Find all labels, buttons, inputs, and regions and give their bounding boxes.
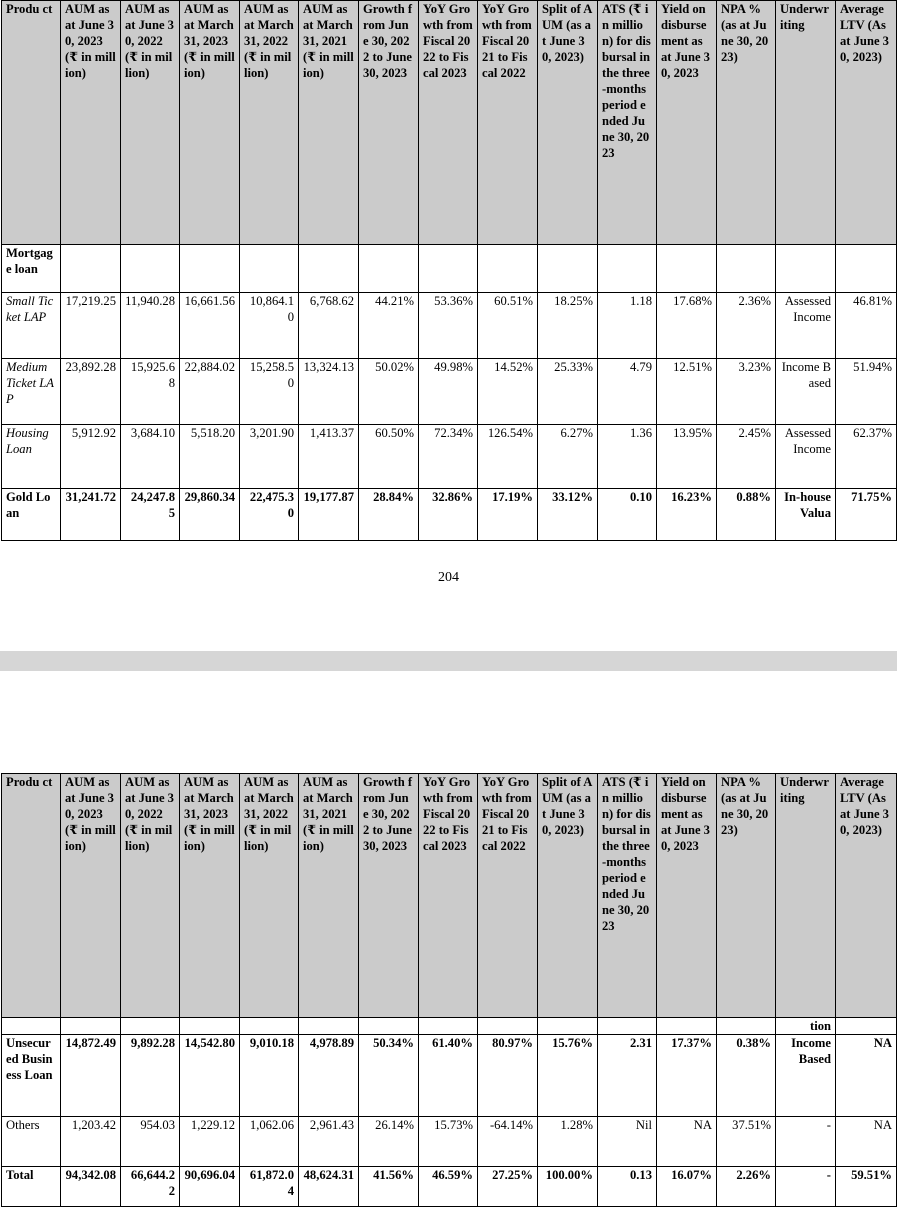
section-label: Mortgage loan [2,245,61,293]
header-yoy-2022: YoY Growth from Fiscal 2021 to Fiscal 2022 [478,1,538,245]
header-aum-mar-2022: AUM as at March 31, 2022 (₹ in million) [240,774,299,1018]
header-yoy-2022: YoY Growth from Fiscal 2021 to Fiscal 2022 [478,774,538,1018]
header-growth-jun: Growth from June 30, 2022 to June 30, 2023 [359,1,419,245]
page-204 [0,0,897,541]
header-ats: ATS (₹ in million) for disbursal in the three-months period ended June 30, 2023 [598,774,657,1018]
continuation-row [2,1018,897,1035]
table-header-row [2,1,897,245]
header-ats: ATS (₹ in million) for disbursal in the three-months period ended June 30, 2023 [598,1,657,245]
row-label: Housing Loan [2,425,61,489]
header-aum-mar-2023: AUM as at March 31, 2023 (₹ in million) [180,774,240,1018]
row-label: Medium Ticket LAP [2,359,61,425]
table-row: Gold Loan 31,241.72 24,247.85 29,860.34 22,475.30 19,177.87 28.84% 32.86% 17.19% 33.12% 0.10 16.23% 0.88% In-house Valua 71.75% [2,489,897,541]
table-row: Medium Ticket LAP 23,892.28 15,925.68 22,884.02 15,258.50 13,324.13 50.02% 49.98% 14.52% 25.33% 4.79 12.51% 3.23% Income Based 51.94% [2,359,897,425]
row-label: Gold Loan [2,489,61,541]
row-label: Unsecured Business Loan [2,1035,61,1117]
header-yoy-2023: YoY Growth from Fiscal 2022 to Fiscal 2023 [419,774,478,1018]
row-label: Small Ticket LAP [2,293,61,359]
aum-table-part-2 [1,773,897,1207]
row-label: Total [2,1167,61,1207]
header-product: Produ ct [2,774,61,1018]
table-row: Others 1,203.42 954.03 1,229.12 1,062.06 2,961.43 26.14% 15.73% -64.14% 1.28% Nil NA 37.51% - NA [2,1117,897,1167]
header-aum-mar-2021: AUM as at March 31, 2021 (₹ in million) [299,774,359,1018]
header-growth-jun: Growth from June 30, 2022 to June 30, 2023 [359,774,419,1018]
header-npa: NPA % (as at June 30, 2023) [717,1,776,245]
header-aum-mar-2022: AUM as at March 31, 2022 (₹ in million) [240,1,299,245]
header-split-aum: Split of AUM (as at June 30, 2023) [538,774,598,1018]
table-row: Housing Loan 5,912.92 3,684.10 5,518.20 3,201.90 1,413.37 60.50% 72.34% 126.54% 6.27% 1.36 13.95% 2.45% Assessed Income 62.37% [2,425,897,489]
row-label: Others [2,1117,61,1167]
table-row: Small Ticket LAP 17,219.25 11,940.28 16,661.56 10,864.10 6,768.62 44.21% 53.36% 60.51% 18.25% 1.18 17.68% 2.36% Assessed Income 46.81% [2,293,897,359]
header-npa: NPA % (as at June 30, 2023) [717,774,776,1018]
header-yoy-2023: YoY Growth from Fiscal 2022 to Fiscal 2023 [419,1,478,245]
header-underwriting: Underwriting [776,774,836,1018]
header-product: Produ ct [2,1,61,245]
header-yield: Yield on disbursement as at June 30, 2023 [657,774,717,1018]
header-aum-mar-2023: AUM as at March 31, 2023 (₹ in million) [180,1,240,245]
header-avg-ltv: Average LTV (As at June 30, 2023) [836,1,897,245]
header-aum-jun-2022: AUM as at June 30, 2022 (₹ in million) [121,1,180,245]
header-yield: Yield on disbursement as at June 30, 2023 [657,1,717,245]
header-aum-jun-2023: AUM as at June 30, 2023 (₹ in million) [61,774,121,1018]
section-row-mortgage [2,245,897,293]
table-row-total: Total 94,342.08 66,644.22 90,696.04 61,872.04 48,624.31 41.56% 46.59% 27.25% 100.00% 0.13 16.07% 2.26% - 59.51% [2,1167,897,1207]
page-separator [0,651,897,671]
page-number: 204 [438,570,459,585]
header-underwriting: Underwriting [776,1,836,245]
aum-table-part-1 [1,0,897,541]
header-aum-jun-2023: AUM as at June 30, 2023 (₹ in million) [61,1,121,245]
header-aum-mar-2021: AUM as at March 31, 2021 (₹ in million) [299,1,359,245]
table-row: Unsecured Business Loan 14,872.49 9,892.28 14,542.80 9,010.18 4,978.89 50.34% 61.40% 80.97% 15.76% 2.31 17.37% 0.38% Income Based NA [2,1035,897,1117]
header-aum-jun-2022: AUM as at June 30, 2022 (₹ in million) [121,774,180,1018]
table-header-row [2,774,897,1018]
header-split-aum: Split of AUM (as at June 30, 2023) [538,1,598,245]
underwriting-continuation: tion [776,1018,836,1035]
page-205 [0,773,897,1207]
header-avg-ltv: Average LTV (As at June 30, 2023) [836,774,897,1018]
